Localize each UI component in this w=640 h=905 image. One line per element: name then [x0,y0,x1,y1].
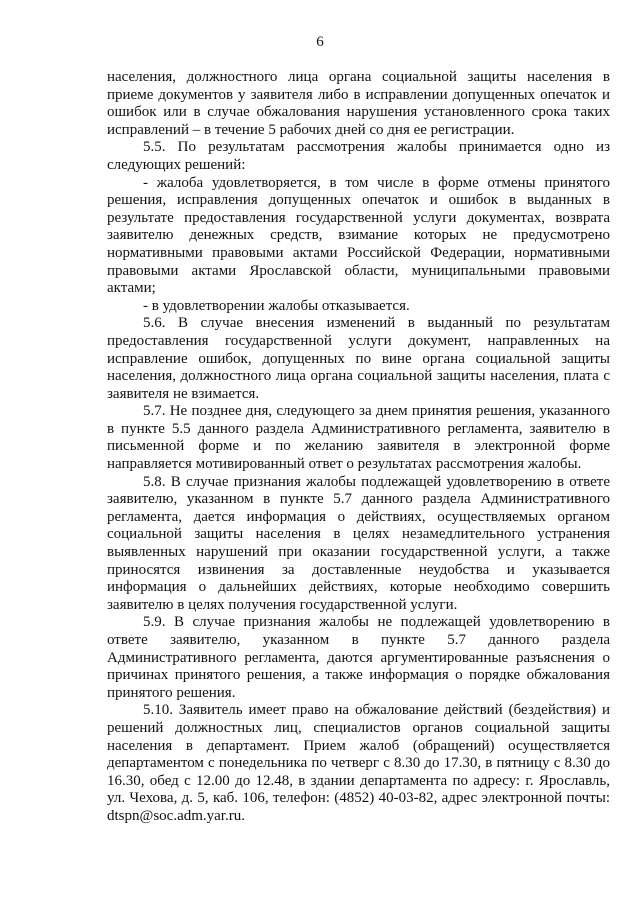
paragraph-continuation: населения, должностного лица органа социальной защиты населения в приеме документов у заявителя либо в исправлении допущенных опечаток и ошибок или в случае обжалования нарушения установленного срока таких исправлений – в течение 5 рабочих дней со дня ее регистрации. [107,69,610,138]
page-number: 6 [316,34,324,50]
paragraph-5-6: 5.6. В случае внесения изменений в выданный по результатам предоставления государственной услуги документ, направленных на исправление ошибок, допущенных по вине органа социальной защиты населения, должностного лица органа социальной защиты населения, плата с заявителя не взимается. [107,315,610,402]
list-item-complaint-rejected: - в удовлетворении жалобы отказывается. [143,297,410,314]
paragraph-5-9: 5.9. В случае признания жалобы не подлежащей удовлетворению в ответе заявителю, указанном в пункте 5.7 данного раздела Административного регламента, даются аргументированные разъяснения о причинах принятого решения, а также информация о порядке обжалования принятого решения. [107,614,610,701]
paragraph-5-5: 5.5. По результатам рассмотрения жалобы принимается одно из следующих решений: [107,139,610,173]
paragraph-5-8: 5.8. В случае признания жалобы подлежащей удовлетворению в ответе заявителю, указанном в пункте 5.7 данного раздела Административного регламента, дается информация о действиях, осуществляемых органом социальной защиты населения в целях незамедлительного устранения выявленных нарушений при оказании государственной услуги, а также приносятся извинения за доставленные неудобства и указывается информация о дальнейших действиях, которые необходимо совершить заявителю в целях получения государственной услуги. [107,473,610,613]
paragraph-5-10: 5.10. Заявитель имеет право на обжалование действий (бездействия) и решений должностных лиц, специалистов органов социальной защиты населения в департамент. Прием жалоб (обращений) осуществляется департаментом с понедельника по четверг с 8.30 до 17.30, в пятницу с 8.30 до 16.30, обед с 12.00 до 12.48, в здании департамента по адресу: г. Ярославль, ул. Чехова, д. 5, каб. 106, телефон: (4852) 40-03-82, адрес электронной почты: dtspn@soc.adm.yar.ru. [107,702,610,824]
document-body [107,69,610,826]
list-item-complaint-satisfied: - жалоба удовлетворяется, в том числе в форме отмены принятого решения, исправления допущенных опечаток и ошибок в выданных в результате предоставления государственной услуги документах, возврата заявителю денежных средств, взимание которых не предусмотрено нормативными правовыми актами Российской Федерации, нормативными правовыми актами Ярославской области, муниципальными правовыми актами; [107,174,610,297]
paragraph-5-7: 5.7. Не позднее дня, следующего за днем принятия решения, указанного в пункте 5.5 данного раздела Административного регламента, заявителю в письменной форме и по желанию заявителя в электронной форме направляется мотивированный ответ о результатах рассмотрения жалобы. [107,403,610,473]
